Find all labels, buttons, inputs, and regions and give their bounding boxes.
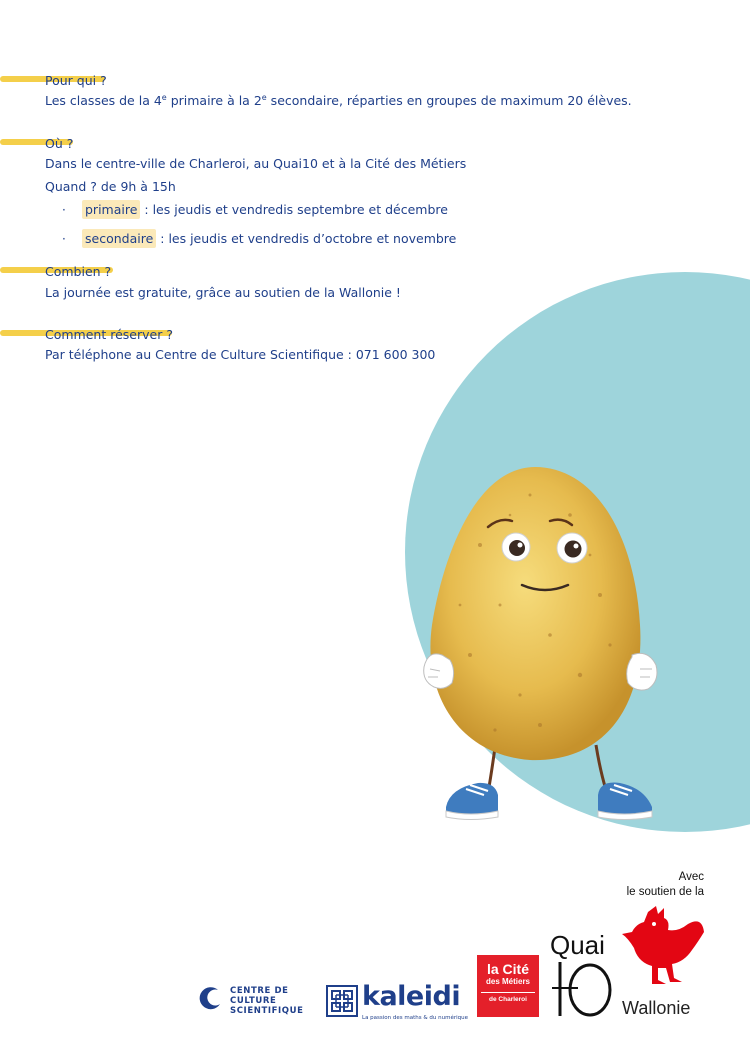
cite-line3: de Charleroi xyxy=(489,996,527,1003)
cite-divider xyxy=(481,992,535,993)
pour-qui-text: Les classes de la 4e primaire à la 2e secondaire, réparties en groupes de maximum 20 élèves. xyxy=(45,92,632,108)
wallonie-logo xyxy=(610,870,710,1025)
heading-reserver: Comment réserver ? xyxy=(45,327,173,342)
cite-line1: la Cité xyxy=(486,961,529,977)
tag-secondaire: secondaire xyxy=(82,229,156,248)
left-glove-icon xyxy=(424,654,454,688)
quai10-logo xyxy=(550,930,615,1020)
bullet-marker: · xyxy=(62,232,66,246)
kaleidi-tagline: La passion des maths & du numérique xyxy=(362,1015,469,1021)
heading-combien: Combien ? xyxy=(45,264,112,279)
ou-location-text: Dans le centre-ville de Charleroi, au Quai10 et à la Cité des Métiers xyxy=(45,156,467,171)
quand-text: Quand ? de 9h à 15h xyxy=(45,179,176,194)
quai-word: Quai xyxy=(550,930,605,960)
left-shoe-icon xyxy=(446,783,498,820)
section-ou xyxy=(45,133,73,152)
cite-metiers-logo xyxy=(477,955,539,1017)
kaleidi-logo xyxy=(326,983,471,1023)
cite-line2: des Métiers xyxy=(485,977,531,986)
wallonie-rooster-icon xyxy=(618,902,708,992)
ccs-logo-icon xyxy=(196,984,224,1012)
ccs-line3: SCIENTIFIQUE xyxy=(230,1006,304,1016)
heading-ou: Où ? xyxy=(45,136,74,151)
ccs-line1: CENTRE DE xyxy=(230,986,289,996)
bullet-primaire: · primaire : les jeudis et vendredis septembre et décembre xyxy=(62,202,448,217)
bullet-marker: · xyxy=(62,203,66,217)
section-combien xyxy=(45,261,111,280)
tag-primaire: primaire xyxy=(82,200,140,219)
section-reserver xyxy=(45,324,173,343)
bullet-secondaire: · secondaire : les jeudis et vendredis d’octobre et novembre xyxy=(62,231,457,246)
quai10-number-icon xyxy=(550,960,614,1018)
wallonie-soutien: le soutien de la xyxy=(626,886,704,898)
kaleidi-logo-icon xyxy=(326,985,358,1017)
reserver-text: Par téléphone au Centre de Culture Scientifique : 071 600 300 xyxy=(45,347,436,362)
wallonie-name: Wallonie xyxy=(622,998,691,1018)
section-pour-qui xyxy=(45,70,107,89)
wallonie-avec: Avec xyxy=(678,871,704,883)
potato-mascot-illustration xyxy=(400,455,670,835)
heading-pour-qui: Pour qui ? xyxy=(45,73,107,88)
right-glove-icon xyxy=(627,653,657,690)
right-shoe-icon xyxy=(598,783,652,820)
kaleidi-name: kaleidi xyxy=(362,981,461,1012)
ccs-line2: CULTURE xyxy=(230,996,277,1006)
combien-text: La journée est gratuite, grâce au soutien de la Wallonie ! xyxy=(45,285,401,300)
